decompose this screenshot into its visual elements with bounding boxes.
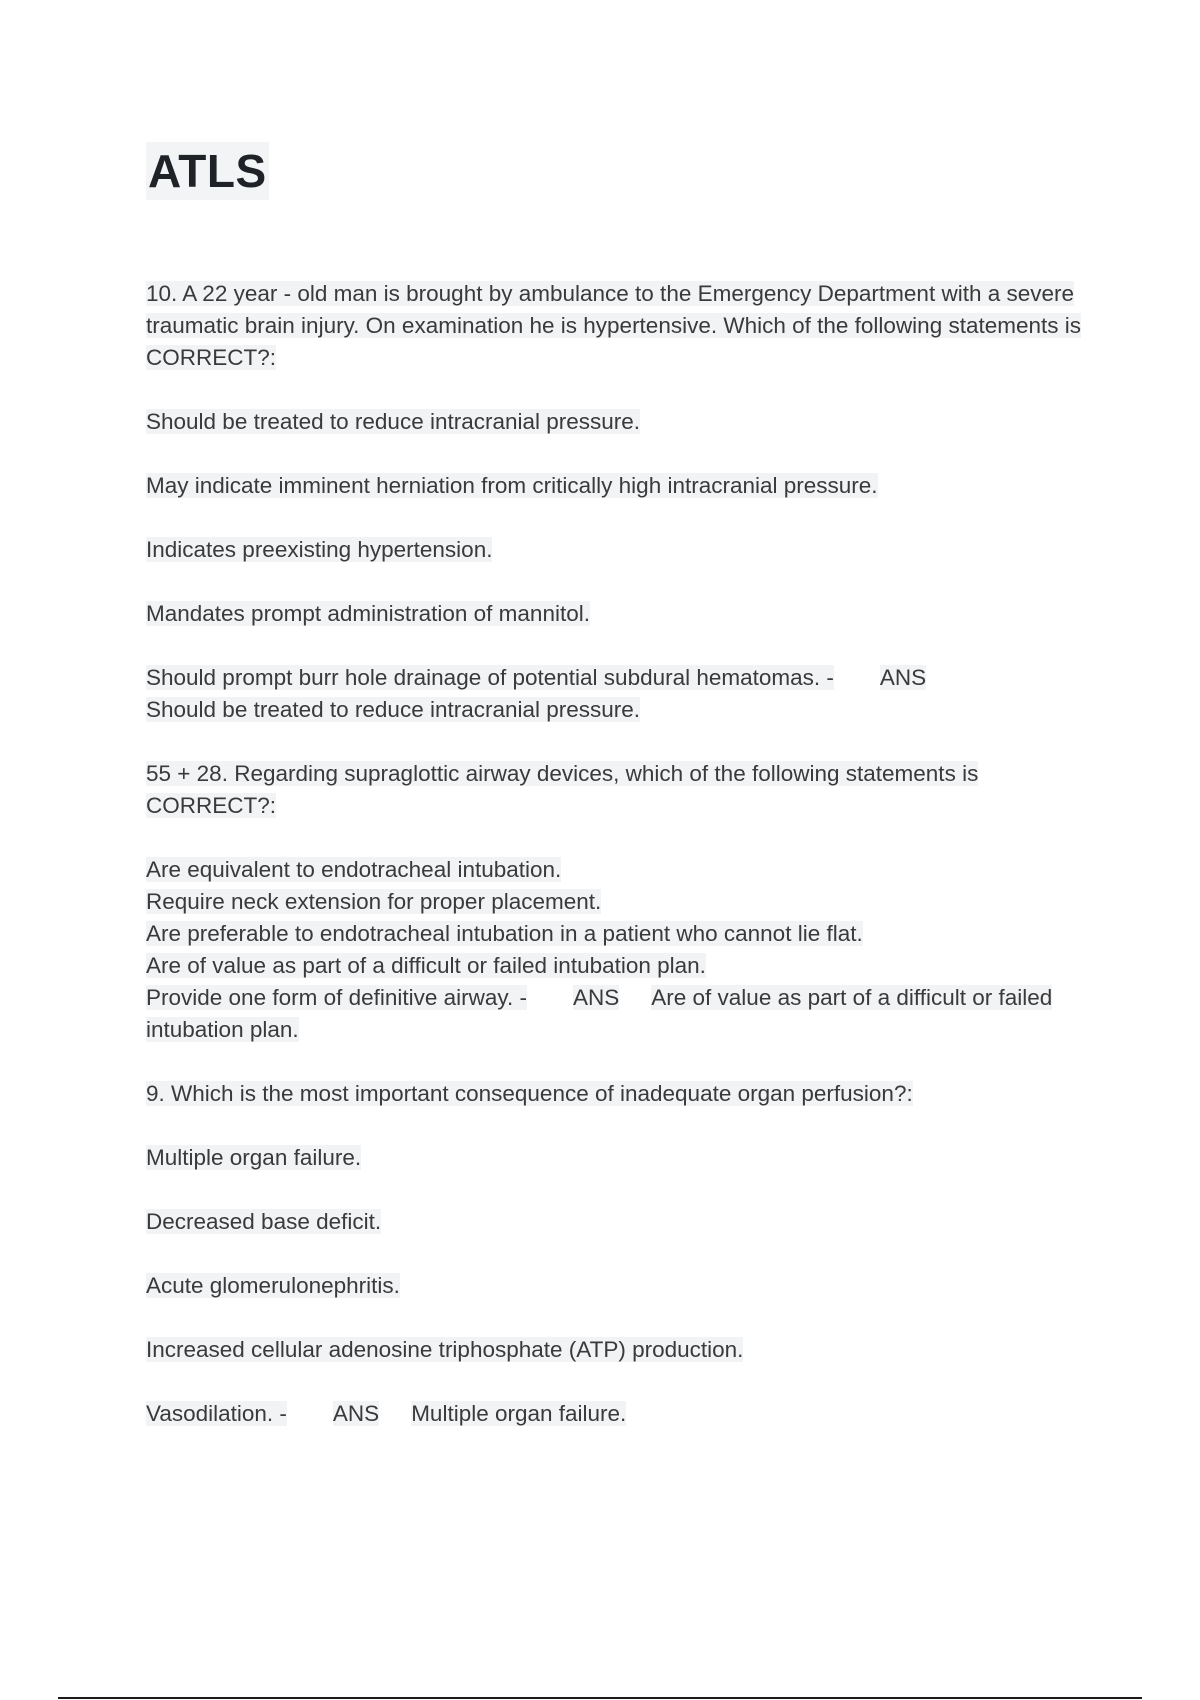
question-text: 10. A 22 year - old man is brought by ambulance to the Emergency Department with a severe traumatic brain injury. On examination he is hypertensive. Which of the following statements is CORRECT?: <box>146 281 1082 370</box>
q9-option-1: Multiple organ failure. <box>146 1145 362 1170</box>
q10-option-3: Indicates preexisting hypertension. <box>146 537 493 562</box>
q9-option-4: Increased cellular adenosine triphosphate (ATP) production. <box>146 1337 744 1362</box>
ans-label: ANS <box>879 665 927 690</box>
q55-option-1: Are equivalent to endotracheal intubation. <box>146 857 562 882</box>
question-55-28 <box>146 758 1086 822</box>
answer-text: Should be treated to reduce intracranial pressure. <box>146 697 641 722</box>
page-title: ATLS <box>146 142 269 200</box>
document-body <box>146 278 1086 1430</box>
footer-divider <box>58 1697 1142 1699</box>
q9-option-5-with-answer: Vasodilation. - ANS Multiple organ failure. <box>146 1401 627 1426</box>
question-10 <box>146 278 1086 374</box>
q10-option-2: May indicate imminent herniation from critically high intracranial pressure. <box>146 473 878 498</box>
q9-option-2: Decreased base deficit. <box>146 1209 382 1234</box>
q10-option-4: Mandates prompt administration of mannitol. <box>146 601 590 626</box>
answer-text: Multiple organ failure. <box>411 1401 627 1426</box>
question-text: 55 + 28. Regarding supraglottic airway devices, which of the following statements is CORRECT?: <box>146 761 979 818</box>
question-9 <box>146 1078 1086 1110</box>
question-text: 9. Which is the most important consequence of inadequate organ perfusion?: <box>146 1081 913 1106</box>
q55-option-5-with-answer: Provide one form of definitive airway. - ANS Are of value as part of a difficult or failed intubation plan. <box>146 985 1053 1042</box>
ans-label: ANS <box>332 1401 380 1426</box>
q55-option-2: Require neck extension for proper placement. <box>146 889 602 914</box>
q9-option-3: Acute glomerulonephritis. <box>146 1273 400 1298</box>
q10-option-1: Should be treated to reduce intracranial pressure. <box>146 409 641 434</box>
q55-option-4: Are of value as part of a difficult or failed intubation plan. <box>146 953 706 978</box>
q10-answer <box>146 694 1086 726</box>
answer-text: Are of value as part of a difficult or failed intubation plan. <box>146 985 1053 1042</box>
q10-option-5: Should prompt burr hole drainage of potential subdural hematomas. - ANS <box>146 665 927 690</box>
q55-option-3: Are preferable to endotracheal intubation in a patient who cannot lie flat. <box>146 921 863 946</box>
ans-label: ANS <box>573 985 620 1010</box>
